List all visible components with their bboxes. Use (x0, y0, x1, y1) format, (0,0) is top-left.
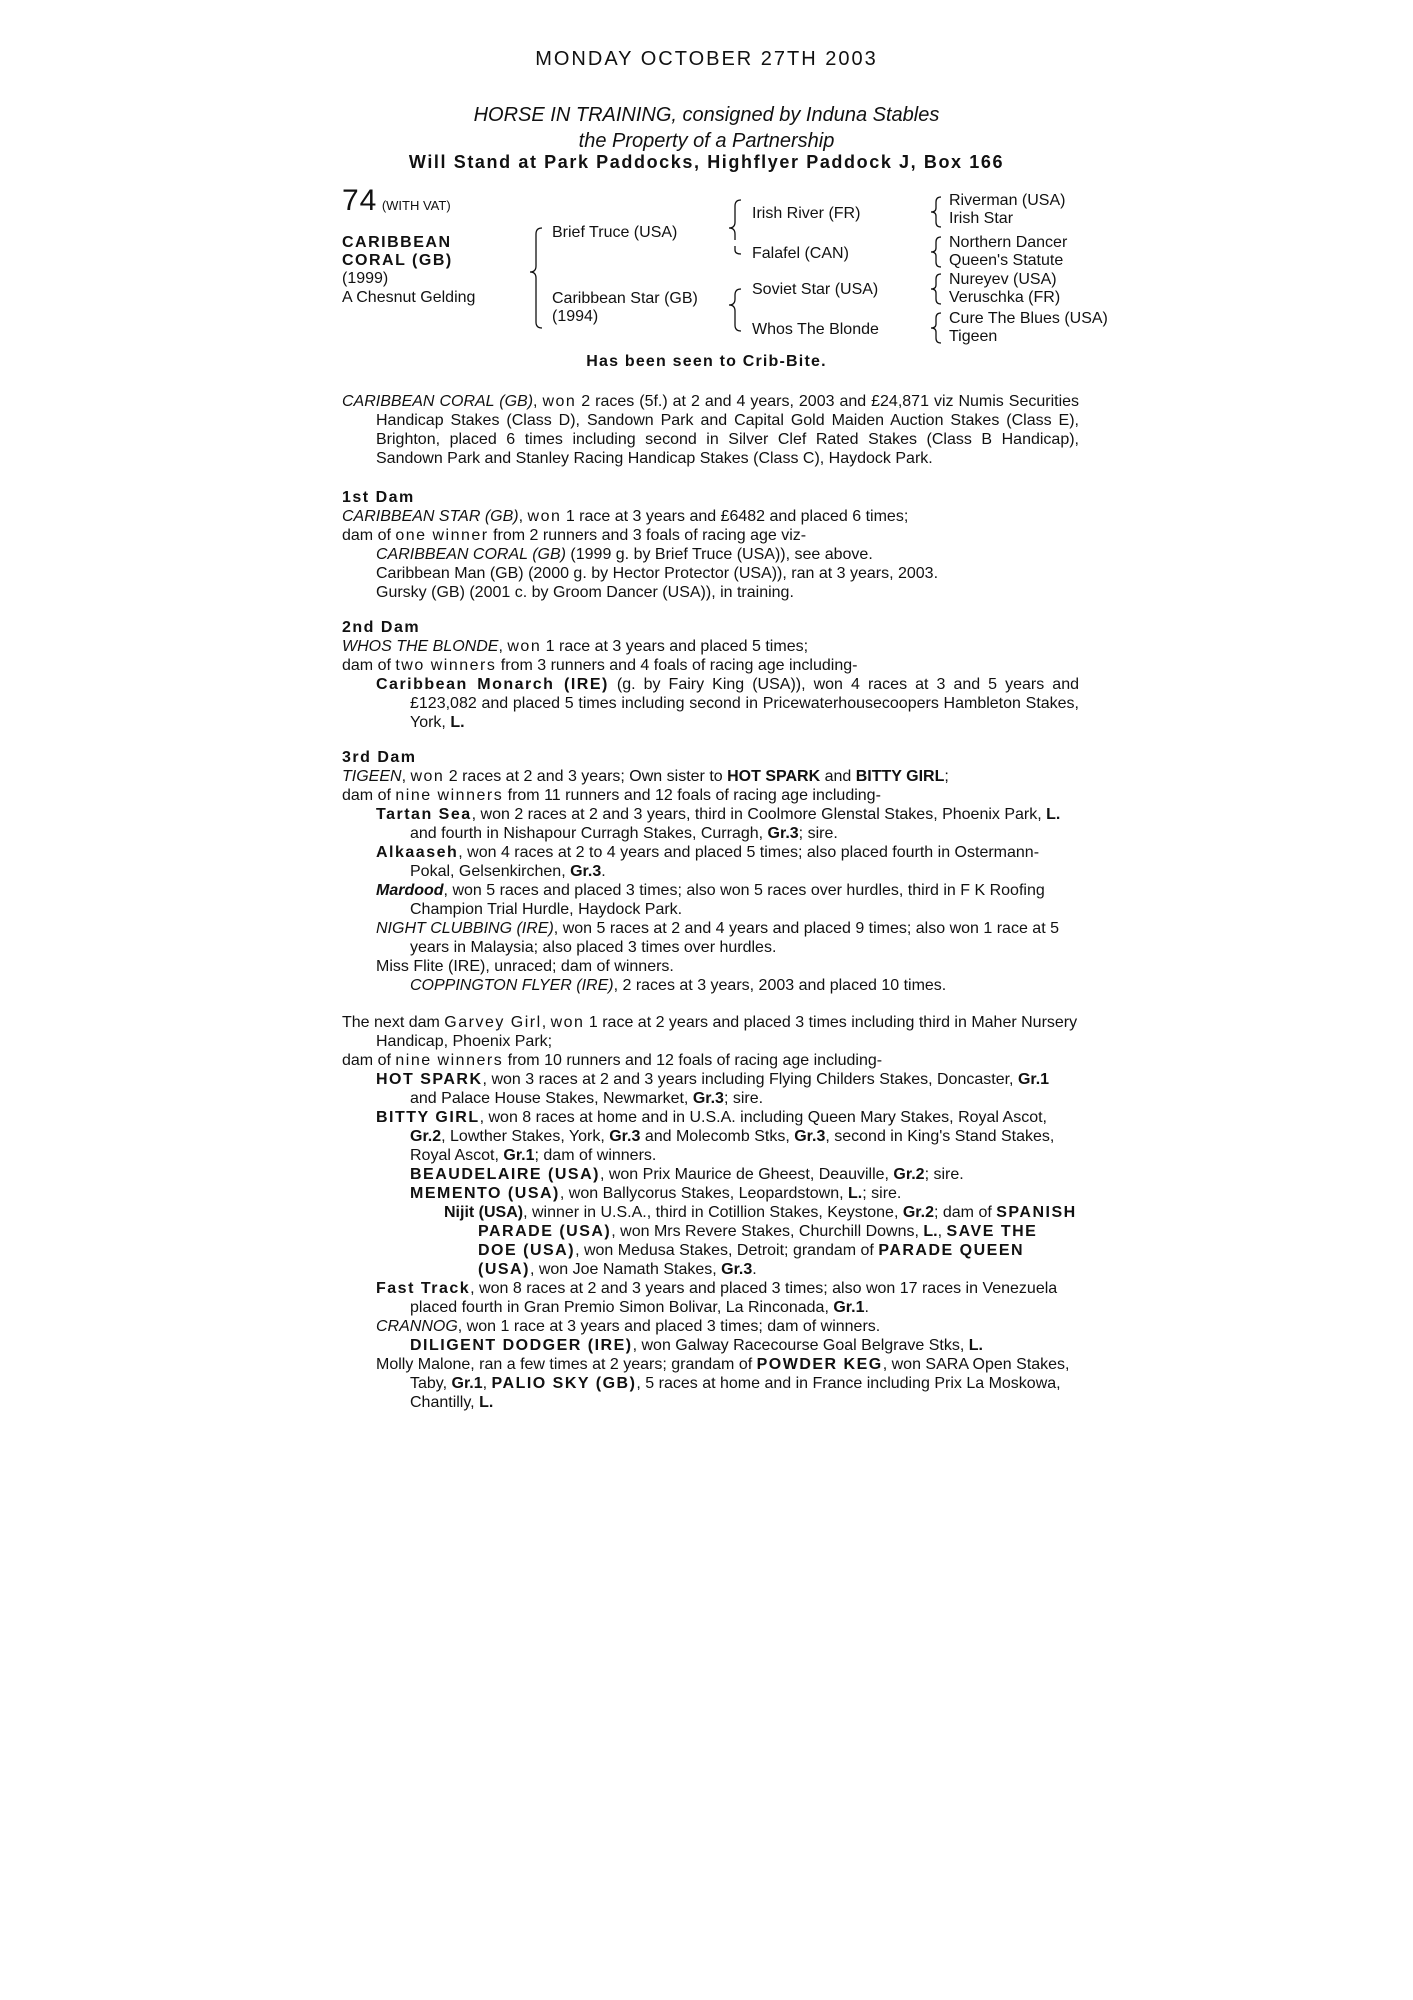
list-item: COPPINGTON FLYER (IRE), 2 races at 3 years, 2003 and placed 10 times. (410, 977, 947, 994)
foaling-year: (1999) (342, 270, 389, 287)
list-item: BITTY GIRL, won 8 races at home and in U.S.A. including Queen Mary Stakes, Royal Ascot, Gr.2, Lowther Stakes, York, Gr.3 and Molecomb Stks, Gr.3, second in King's Stand Stakes, Royal Ascot, Gr.1; dam of winners. (376, 1109, 1055, 1164)
dam-sire: Soviet Star (USA) (752, 281, 879, 298)
lot-number: 74 (342, 184, 378, 217)
crib-bite-note: Has been seen to Crib-Bite. (586, 353, 827, 370)
grand-ancestor-2: Irish Star (949, 210, 1014, 227)
second-dam-produce: dam of two winners from 3 runners and 4 foals of racing age including- (342, 657, 858, 674)
property-line: the Property of a Partnership (578, 130, 835, 152)
list-item: HOT SPARK, won 3 races at 2 and 3 years including Flying Childers Stakes, Doncaster, Gr.1 and Palace House Stakes, Newmarket, Gr.3; sire. (376, 1071, 1050, 1107)
first-dam-title: 1st Dam (342, 489, 415, 506)
list-item: BEAUDELAIRE (USA), won Prix Maurice de Gheest, Deauville, Gr.2; sire. (410, 1166, 964, 1183)
list-item: Gursky (GB) (2001 c. by Groom Dancer (USA)), in training. (376, 584, 794, 601)
next-dam-produce: dam of nine winners from 10 runners and 12 foals of racing age including- (342, 1052, 883, 1069)
horse-description: A Chesnut Gelding (342, 289, 476, 306)
sale-date: MONDAY OCTOBER 27TH 2003 (535, 48, 878, 70)
first-dam-record: CARIBBEAN STAR (GB), won 1 race at 3 years and £6482 and placed 6 times; (342, 508, 909, 525)
lot-heading (342, 184, 451, 217)
grand-ancestor-1: Riverman (USA) (949, 192, 1066, 209)
catalogue-body (342, 392, 1079, 1412)
horse-name-line2: CORAL (GB) (342, 252, 453, 269)
dam-year: (1994) (552, 308, 599, 325)
stand-location: Will Stand at Park Paddocks, Highflyer Paddock J, Box 166 (408, 152, 1005, 172)
grand-ancestor-8: Tigeen (949, 328, 998, 345)
sire-sire: Irish River (FR) (752, 205, 861, 222)
list-item: MEMENTO (USA), won Ballycorus Stakes, Leopardstown, L.; sire. (410, 1185, 902, 1202)
sire: Brief Truce (USA) (552, 224, 678, 241)
horse-name-line1: CARIBBEAN (342, 234, 452, 251)
first-dam-produce: dam of one winner from 2 runners and 3 foals of racing age viz- (342, 527, 807, 544)
list-item: Caribbean Man (GB) (2000 g. by Hector Protector (USA)), ran at 3 years, 2003. (376, 565, 939, 582)
list-item: NIGHT CLUBBING (IRE), won 5 races at 2 and 4 years and placed 9 times; also won 1 race at 5 years in Malaysia; also placed 3 times over hurdles. (376, 920, 1059, 956)
dam-dam: Whos The Blonde (752, 321, 879, 338)
dam: Caribbean Star (GB) (552, 290, 698, 307)
sire-dam: Falafel (CAN) (752, 245, 849, 262)
list-item: Molly Malone, ran a few times at 2 years; grandam of POWDER KEG, won SARA Open Stakes, Taby, Gr.1, PALIO SKY (GB), 5 races at home and in France including Prix La Moskowa, Chantilly, L. (376, 1356, 1070, 1411)
list-item: DILIGENT DODGER (IRE), won Galway Racecourse Goal Belgrave Stks, L. (410, 1337, 983, 1354)
next-dam-record: The next dam Garvey Girl, won 1 race at 2 years and placed 3 times including third in Maher Nursery Handicap, Phoenix Park; (342, 1014, 1078, 1050)
list-item: CARIBBEAN CORAL (GB) (1999 g. by Brief Truce (USA)), see above. (376, 546, 873, 563)
racing-record: CARIBBEAN CORAL (GB), won 2 races (5f.) at 2 and 4 years, 2003 and £24,871 viz Numis Securities Handicap Stakes (Class D), Sandown Park and Capital Gold Maiden Auction Stakes (Class E), Brighton, placed 6 times including second in Silver Clef Rated Stakes (Class B Handicap), Sandown Park and Stanley Racing Handicap Stakes (Class C), Haydock Park. (342, 393, 1080, 467)
vat-label: (WITH VAT) (381, 198, 451, 213)
list-item: Fast Track, won 8 races at 2 and 3 years and placed 3 times; also won 17 races in Venezuela placed fourth in Gran Premio Simon Bolivar, La Rinconada, Gr.1. (376, 1280, 1058, 1316)
list-item: Mardood, won 5 races and placed 3 times; also won 5 races over hurdles, third in F K Roofing Champion Trial Hurdle, Haydock Park. (376, 882, 1045, 918)
list-item: Alkaaseh, won 4 races at 2 to 4 years and placed 5 times; also placed fourth in Ostermann-Pokal, Gelsenkirchen, Gr.3. (376, 844, 1040, 880)
third-dam-title: 3rd Dam (342, 749, 417, 766)
grand-ancestor-5: Nureyev (USA) (949, 271, 1057, 288)
second-dam-record: WHOS THE BLONDE, won 1 race at 3 years and placed 5 times; (342, 638, 809, 655)
list-item: Caribbean Monarch (IRE) (g. by Fairy King (USA)), won 4 races at 3 and 5 years and £123,082 and placed 5 times including second in Pricewaterhousecoopers Hambleton Stakes, York, L. (376, 676, 1079, 731)
grand-ancestor-7: Cure The Blues (USA) (949, 310, 1108, 327)
list-item: Nijit (USA), winner in U.S.A., third in Cotillion Stakes, Keystone, Gr.2; dam of SPANISH PARADE (USA), won Mrs Revere Stakes, Churchill Downs, L., SAVE THE DOE (USA), won Medusa Stakes, Detroit; grandam of PARADE QUEEN (USA), won Joe Namath Stakes, Gr.3. (444, 1204, 1077, 1278)
grand-ancestor-3: Northern Dancer (949, 234, 1068, 251)
list-item: Tartan Sea, won 2 races at 2 and 3 years, third in Coolmore Glenstal Stakes, Phoenix Park, L. and fourth in Nishapour Curragh Stakes, Curragh, Gr.3; sire. (376, 806, 1061, 842)
list-item: Miss Flite (IRE), unraced; dam of winners. (376, 958, 674, 975)
list-item: CRANNOG, won 1 race at 3 years and placed 3 times; dam of winners. (376, 1318, 881, 1335)
second-dam-title: 2nd Dam (342, 619, 421, 636)
third-dam-produce: dam of nine winners from 11 runners and 12 foals of racing age including- (342, 787, 881, 804)
grand-ancestor-6: Veruschka (FR) (949, 289, 1061, 306)
consignment-line: HORSE IN TRAINING, consigned by Induna Stables (473, 104, 940, 126)
pedigree-table (342, 184, 1142, 352)
grand-ancestor-4: Queen's Statute (949, 252, 1064, 269)
third-dam-record: TIGEEN, won 2 races at 2 and 3 years; Own sister to HOT SPARK and BITTY GIRL; (342, 768, 949, 785)
